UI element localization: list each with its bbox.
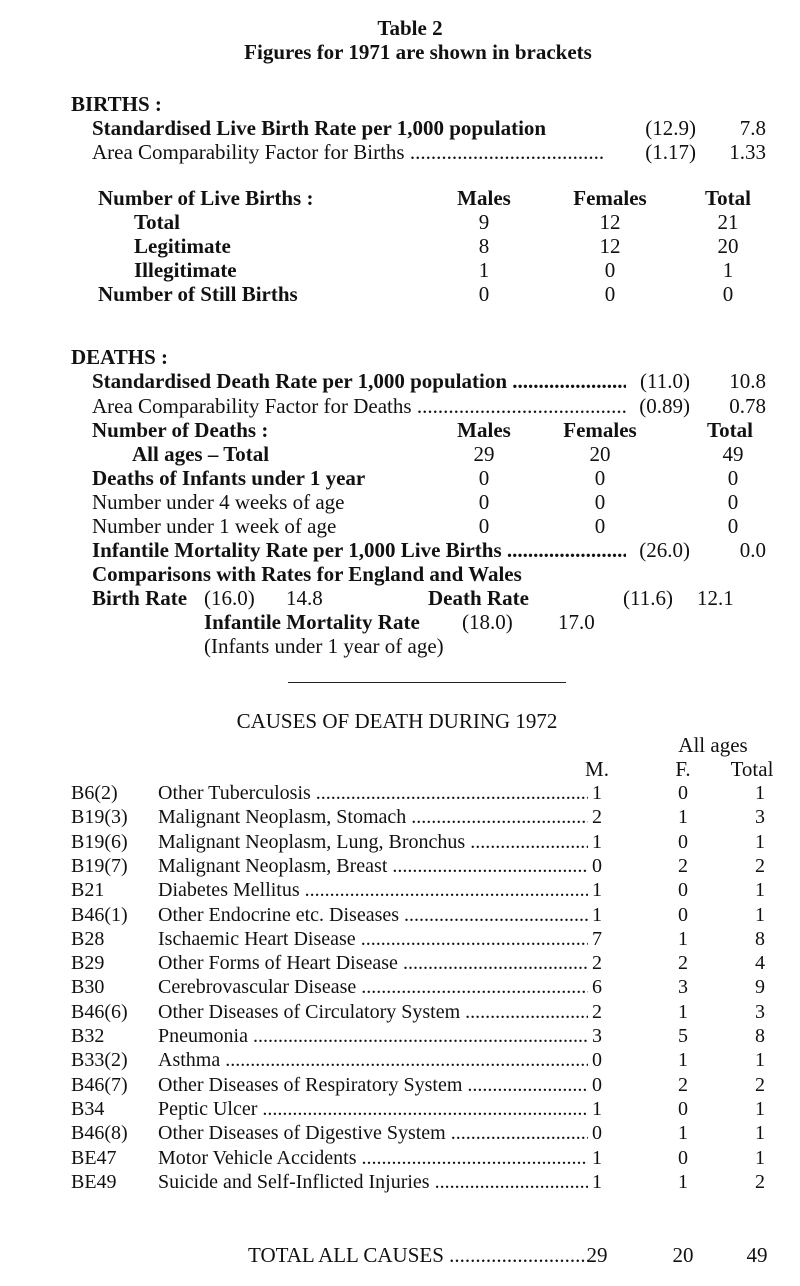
cause-females: 0: [678, 903, 688, 926]
live-births-row-females: 12: [599, 234, 621, 258]
cause-name: Pneumonia .....: [158, 1024, 588, 1048]
ew-death-rate-1972: 12.1: [697, 586, 734, 610]
ew-imr-note: (Infants under 1 year of age): [204, 634, 444, 658]
cause-code: B29: [71, 952, 105, 975]
cause-females: 2: [678, 854, 688, 877]
causes-col-total: Total: [730, 757, 774, 781]
live-births-row-males: 0: [478, 282, 490, 306]
cause-code: BE47: [71, 1146, 117, 1169]
cause-females: 1: [678, 1049, 688, 1072]
cause-females: 2: [678, 1073, 688, 1096]
table-subtitle: Figures for 1971 are shown in brackets: [244, 40, 592, 64]
cause-code: B19(6): [71, 830, 128, 853]
deaths-row-label: Deaths of Infants under 1 year: [92, 466, 366, 490]
live-births-row-females: 0: [604, 282, 616, 306]
cause-females: 1: [678, 1000, 688, 1023]
ew-death-rate-1971: (11.6): [623, 586, 673, 610]
deaths-row-males: 0: [478, 490, 490, 514]
cause-name: Other Diseases of Digestive System .....: [158, 1121, 588, 1145]
cause-males: 1: [592, 1170, 602, 1193]
cause-males: 2: [592, 1000, 602, 1023]
death-acf-1971: (0.89): [639, 394, 690, 418]
live-births-row-males: 1: [478, 258, 490, 282]
cause-total: 4: [755, 952, 765, 975]
ew-birth-rate-label: Birth Rate: [92, 586, 188, 610]
causes-col-m: M.: [585, 757, 609, 781]
deaths-row-females: 20: [589, 442, 611, 466]
cause-total: 8: [755, 1025, 765, 1047]
ew-birth-rate-1971: (16.0): [204, 586, 255, 610]
deaths-row-total: 49: [722, 442, 744, 466]
cause-females: 0: [678, 1146, 688, 1169]
death-col-total: Total: [707, 418, 753, 442]
deaths-row-label: Number under 4 weeks of age: [92, 490, 345, 514]
cause-males: 1: [592, 782, 602, 804]
cause-males: 6: [592, 976, 602, 999]
cause-code: B21: [71, 879, 105, 902]
deaths-row-males: 29: [473, 442, 495, 466]
cause-total: 1: [755, 782, 765, 804]
cause-males: 1: [592, 1146, 602, 1169]
cause-males: 0: [592, 854, 602, 877]
live-births-row-males: 9: [478, 210, 490, 234]
cause-males: 0: [592, 1073, 602, 1096]
cause-total: 1: [755, 879, 765, 902]
cause-name: Malignant Neoplasm, Breast .....: [158, 854, 588, 878]
cause-males: 1: [592, 1097, 602, 1120]
live-births-row-total: 0: [722, 282, 734, 306]
live-births-row-total: 20: [717, 234, 739, 258]
section-divider: [288, 682, 566, 683]
cause-name: Diabetes Mellitus .....: [158, 878, 588, 902]
ew-death-rate-label: Death Rate: [428, 586, 529, 610]
cause-name: Other Diseases of Respiratory System .....: [158, 1073, 588, 1097]
col-females: Females: [573, 186, 647, 210]
cause-females: 3: [678, 976, 688, 999]
cause-code: B46(1): [71, 903, 128, 926]
cause-name: Cerebrovascular Disease .....: [158, 975, 588, 999]
cause-total: 3: [755, 806, 765, 829]
cause-total: 2: [755, 1073, 765, 1096]
deaths-heading: DEATHS :: [71, 345, 169, 369]
cause-total: 1: [755, 1122, 765, 1145]
births-heading: BIRTHS :: [71, 92, 162, 116]
cause-males: 0: [592, 1122, 602, 1145]
cause-code: B6(2): [71, 782, 118, 804]
cause-total: 3: [755, 1000, 765, 1023]
cause-code: B30: [71, 976, 105, 999]
death-rate-1972: 10.8: [729, 369, 766, 393]
cause-name: Malignant Neoplasm, Stomach .....: [158, 805, 588, 829]
deaths-row-females: 0: [594, 490, 606, 514]
cause-females: 2: [678, 952, 688, 975]
total-all-causes-label: TOTAL ALL CAUSES .....: [248, 1243, 588, 1267]
cause-females: 5: [678, 1025, 688, 1047]
cause-code: B32: [71, 1025, 105, 1047]
live-births-row-total: 21: [717, 210, 739, 234]
death-col-males: Males: [457, 418, 511, 442]
comparisons-heading: Comparisons with Rates for England and Wales: [92, 562, 522, 586]
cause-males: 2: [592, 952, 602, 975]
live-births-heading: Number of Live Births :: [98, 186, 314, 210]
cause-females: 1: [678, 806, 688, 829]
cause-females: 0: [678, 830, 688, 853]
cause-code: B19(3): [71, 806, 128, 829]
birth-rate-label: Standardised Live Birth Rate per 1,000 population: [92, 116, 547, 140]
live-births-row-label: Number of Still Births: [98, 282, 298, 306]
cause-total: 8: [755, 927, 765, 950]
cause-total: 9: [755, 976, 765, 999]
deaths-row-total: 0: [727, 490, 739, 514]
cause-males: 0: [592, 1049, 602, 1072]
col-males: Males: [457, 186, 511, 210]
cause-total: 1: [755, 1049, 765, 1072]
live-births-row-label: Legitimate: [134, 234, 231, 258]
total-all-causes-total: 49: [746, 1243, 768, 1267]
cause-code: B46(7): [71, 1073, 128, 1096]
live-births-row-males: 8: [478, 234, 490, 258]
live-births-row-females: 0: [604, 258, 616, 282]
deaths-row-label: Number under 1 week of age: [92, 514, 337, 538]
cause-total: 1: [755, 1097, 765, 1120]
death-rate-1971: (11.0): [640, 369, 690, 393]
ew-birth-rate-1972: 14.8: [286, 586, 323, 610]
table-title: Table 2: [377, 16, 443, 40]
deaths-count-heading: Number of Deaths :: [92, 418, 269, 442]
live-births-row-females: 12: [599, 210, 621, 234]
cause-females: 0: [678, 1097, 688, 1120]
causes-heading: CAUSES OF DEATH DURING 1972: [236, 709, 558, 733]
death-acf-1972: 0.78: [729, 394, 766, 418]
cause-females: 0: [678, 782, 688, 804]
ew-imr-1972: 17.0: [558, 610, 595, 634]
ew-imr-1971: (18.0): [462, 610, 513, 634]
cause-code: B34: [71, 1097, 105, 1120]
cause-code: B33(2): [71, 1049, 128, 1072]
birth-acf-label: Area Comparability Factor for Births .....: [92, 140, 604, 164]
cause-code: B46(6): [71, 1000, 128, 1023]
cause-code: B28: [71, 927, 105, 950]
cause-name: Peptic Ulcer .....: [158, 1097, 588, 1121]
birth-rate-1972: 7.8: [739, 116, 766, 140]
birth-rate-1971: (12.9): [645, 116, 696, 140]
cause-males: 1: [592, 830, 602, 853]
cause-total: 1: [755, 903, 765, 926]
cause-females: 1: [678, 927, 688, 950]
total-all-causes-m: 29: [586, 1243, 608, 1267]
cause-name: Other Endocrine etc. Diseases .....: [158, 903, 588, 927]
deaths-row-total: 0: [727, 514, 739, 538]
deaths-row-females: 0: [594, 466, 606, 490]
cause-name: Other Forms of Heart Disease .....: [158, 951, 588, 975]
cause-name: Malignant Neoplasm, Lung, Bronchus .....: [158, 830, 588, 854]
cause-total: 1: [755, 1146, 765, 1169]
cause-code: B19(7): [71, 854, 128, 877]
infant-mortality-label: Infantile Mortality Rate per 1,000 Live Births .....: [92, 538, 626, 562]
infant-mortality-1972: 0.0: [739, 538, 766, 562]
cause-code: B46(8): [71, 1122, 128, 1145]
birth-acf-1972: 1.33: [729, 140, 766, 164]
cause-males: 3: [592, 1025, 602, 1047]
causes-all-ages: All ages: [678, 733, 748, 757]
cause-males: 2: [592, 806, 602, 829]
cause-males: 7: [592, 927, 602, 950]
birth-acf-1971: (1.17): [645, 140, 696, 164]
ew-imr-label: Infantile Mortality Rate: [204, 610, 420, 634]
death-acf-label: Area Comparability Factor for Deaths .....: [92, 394, 626, 418]
infant-mortality-1971: (26.0): [639, 538, 690, 562]
cause-name: Asthma .....: [158, 1048, 588, 1072]
cause-females: 1: [678, 1170, 688, 1193]
causes-col-f: F.: [675, 757, 691, 781]
cause-name: Ischaemic Heart Disease .....: [158, 927, 588, 951]
deaths-row-label: All ages – Total: [132, 442, 270, 466]
deaths-row-females: 0: [594, 514, 606, 538]
death-col-females: Females: [563, 418, 637, 442]
cause-name: Motor Vehicle Accidents .....: [158, 1146, 588, 1170]
cause-code: BE49: [71, 1170, 117, 1193]
live-births-row-total: 1: [722, 258, 734, 282]
cause-name: Suicide and Self-Inflicted Injuries .....: [158, 1170, 588, 1194]
deaths-row-total: 0: [727, 466, 739, 490]
total-all-causes-f: 20: [672, 1243, 694, 1267]
cause-females: 0: [678, 879, 688, 902]
live-births-row-label: Illegitimate: [134, 258, 237, 282]
cause-males: 1: [592, 879, 602, 902]
cause-females: 1: [678, 1122, 688, 1145]
deaths-row-males: 0: [478, 514, 490, 538]
cause-total: 2: [755, 854, 765, 877]
cause-total: 2: [755, 1170, 765, 1193]
cause-total: 1: [755, 830, 765, 853]
col-total: Total: [705, 186, 751, 210]
cause-males: 1: [592, 903, 602, 926]
deaths-row-males: 0: [478, 466, 490, 490]
death-rate-label: Standardised Death Rate per 1,000 population .....: [92, 369, 626, 393]
live-births-row-label: Total: [134, 210, 180, 234]
cause-name: Other Tuberculosis .....: [158, 781, 588, 805]
cause-name: Other Diseases of Circulatory System .....: [158, 1000, 588, 1024]
